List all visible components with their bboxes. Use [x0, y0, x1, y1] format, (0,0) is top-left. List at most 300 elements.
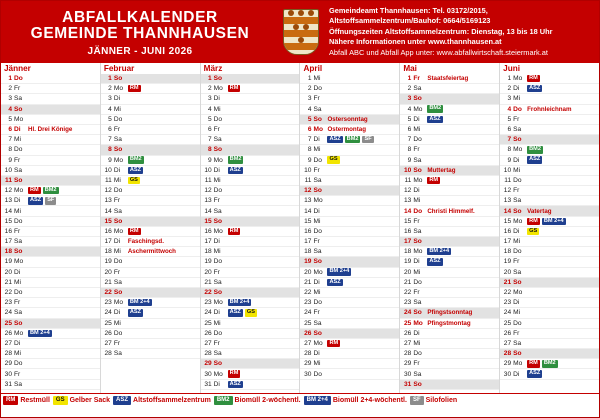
weekday-abbr: Do	[113, 258, 123, 266]
weekday-abbr: So	[513, 207, 522, 215]
day-number: 2	[307, 85, 312, 93]
weekday-abbr: So	[313, 329, 322, 337]
day-note: Muttertag	[427, 166, 456, 174]
day-row	[300, 278, 399, 288]
day-events	[127, 177, 200, 184]
legend-label: Silofolien	[425, 397, 458, 404]
weekday-abbr: So	[14, 105, 23, 113]
weekday-abbr: Fr	[113, 197, 121, 205]
weekday-abbr: Di	[14, 268, 21, 276]
day-number: 1	[207, 75, 212, 83]
day-number: 5	[8, 115, 12, 123]
weekday-abbr: So	[113, 146, 123, 154]
day-row	[400, 369, 499, 379]
legend-item	[410, 396, 457, 405]
day-number: 9	[207, 156, 212, 164]
day-number: 9	[407, 156, 412, 164]
day-number: 9	[307, 156, 312, 164]
day-row	[101, 145, 200, 155]
day-row	[500, 166, 599, 176]
day-number: 7	[507, 136, 512, 144]
day-number: 19	[304, 258, 312, 266]
day-number: 30	[403, 370, 412, 378]
day-number: 8	[407, 146, 412, 154]
collection-tag: ASZ	[129, 166, 142, 173]
weekday-abbr: Mo	[413, 319, 423, 327]
weekday-abbr: Mo	[213, 156, 223, 164]
day-row	[400, 115, 499, 125]
legend-label: Altstoffsammelzentrum	[133, 397, 211, 404]
weekday-abbr: Fr	[413, 75, 420, 83]
weekday-abbr: Fr	[213, 268, 220, 276]
weekday-abbr: Fr	[213, 126, 220, 134]
day-events	[227, 228, 300, 235]
legend-item	[113, 396, 211, 405]
weekday-abbr: Sa	[14, 380, 23, 388]
day-row	[500, 257, 599, 267]
weekday-abbr: Fr	[413, 360, 420, 368]
day-row	[400, 268, 499, 278]
weekday-abbr: Di	[413, 329, 420, 337]
day-row	[1, 84, 100, 94]
weekday-abbr: Do	[413, 136, 422, 144]
day-row	[300, 105, 399, 115]
day-row	[500, 74, 599, 84]
day-number: 18	[104, 248, 112, 256]
day-row	[1, 125, 100, 135]
day-number: 7	[407, 136, 412, 144]
day-number: 19	[104, 258, 112, 266]
day-row	[101, 349, 200, 359]
day-row	[500, 156, 599, 166]
day-number: 20	[4, 268, 12, 276]
day-row	[300, 156, 399, 166]
day-events	[227, 85, 300, 92]
day-number: 8	[307, 146, 312, 154]
weekday-abbr: So	[113, 75, 123, 83]
day-row	[500, 84, 599, 94]
day-number: 28	[503, 350, 512, 358]
collection-tag: BM2	[429, 105, 442, 112]
day-events	[227, 309, 300, 316]
collection-tag: BM 2+4	[129, 299, 150, 306]
weekday-abbr: So	[413, 380, 422, 388]
day-row	[201, 329, 300, 339]
day-row	[201, 247, 300, 257]
day-row	[201, 166, 300, 176]
day-row	[300, 125, 399, 135]
day-row	[500, 186, 599, 196]
page-title-line2: GEMEINDE THANNHAUSEN	[30, 24, 250, 42]
legend-tag: GS	[53, 396, 68, 405]
day-row	[400, 84, 499, 94]
day-events	[326, 136, 399, 143]
day-row	[500, 237, 599, 247]
weekday-abbr: Sa	[413, 227, 422, 235]
day-row	[400, 186, 499, 196]
day-row	[201, 115, 300, 125]
month-name: März	[203, 64, 223, 73]
day-row	[300, 319, 399, 329]
day-row	[101, 257, 200, 267]
weekday-abbr: Do	[313, 227, 322, 235]
collection-tag: RM	[529, 74, 538, 81]
page-subtitle: JÄNNER - JUNI 2026	[87, 45, 193, 57]
day-number: 4	[108, 105, 112, 113]
day-row	[1, 298, 100, 308]
day-row	[500, 217, 599, 227]
day-row	[201, 84, 300, 94]
collection-tag: RM	[529, 360, 538, 367]
collection-tag: ASZ	[229, 166, 241, 173]
day-events	[127, 299, 200, 306]
day-events	[526, 208, 599, 215]
day-row	[1, 257, 100, 267]
day-events	[526, 228, 599, 235]
weekday-abbr: Do	[213, 115, 223, 123]
day-row	[201, 105, 300, 115]
collection-tag: BM 2+4	[329, 268, 350, 275]
weekday-abbr: Mo	[113, 227, 123, 235]
day-number: 10	[204, 166, 212, 174]
weekday-abbr: Di	[313, 136, 320, 144]
weekday-abbr: Mi	[413, 197, 421, 205]
day-events	[227, 381, 300, 388]
day-row	[300, 206, 399, 216]
weekday-abbr: Di	[513, 299, 520, 307]
collection-tag: BM2	[346, 136, 359, 143]
day-row	[1, 247, 100, 257]
weekday-abbr: Di	[213, 380, 220, 388]
day-number: 31	[4, 380, 12, 388]
day-number: 4	[8, 105, 12, 113]
weekday-abbr: So	[113, 217, 123, 225]
weekday-abbr: Mo	[14, 187, 24, 195]
weekday-abbr: Sa	[513, 197, 522, 205]
weekday-abbr: Do	[413, 350, 422, 358]
weekday-abbr: Mo	[113, 156, 123, 164]
weekday-abbr: So	[14, 248, 23, 256]
day-number: 23	[104, 299, 112, 307]
day-number: 13	[503, 197, 512, 205]
weekday-abbr: So	[213, 217, 223, 225]
weekday-abbr: Mo	[113, 85, 123, 93]
day-row	[1, 74, 100, 84]
day-row	[101, 166, 200, 176]
legend-item	[214, 396, 301, 405]
day-number: 16	[104, 227, 112, 235]
day-number: 11	[304, 176, 312, 184]
day-row	[400, 308, 499, 318]
info-line-2: Altstoffsammelzentrum/Bauhof: 0664/5169123	[329, 16, 491, 26]
day-number: 4	[407, 105, 412, 113]
day-events	[326, 156, 399, 163]
legend-item	[53, 396, 110, 405]
day-row	[500, 94, 599, 104]
day-number: 11	[204, 176, 212, 184]
day-number: 15	[403, 217, 412, 225]
day-number: 12	[204, 187, 212, 195]
day-number: 30	[4, 370, 12, 378]
day-number: 24	[104, 309, 112, 317]
day-row	[300, 115, 399, 125]
day-number: 2	[207, 85, 212, 93]
day-row	[400, 257, 499, 267]
weekday-abbr: Do	[113, 187, 123, 195]
day-number: 24	[304, 309, 312, 317]
day-row	[400, 74, 499, 84]
day-row	[500, 329, 599, 339]
day-number: 15	[4, 217, 12, 225]
collection-tag: ASZ	[529, 156, 541, 163]
day-row	[400, 105, 499, 115]
day-row	[1, 105, 100, 115]
day-number: 3	[407, 95, 412, 103]
day-row	[400, 156, 499, 166]
weekday-abbr: Mo	[513, 75, 523, 83]
day-row	[101, 227, 200, 237]
day-number: 16	[503, 227, 512, 235]
weekday-abbr: Mo	[413, 248, 423, 256]
collection-tag: ASZ	[429, 258, 441, 265]
day-number: 15	[204, 217, 212, 225]
weekday-abbr: Fr	[113, 268, 121, 276]
day-note: Faschingsd.	[127, 238, 164, 246]
weekday-abbr: Mi	[513, 166, 521, 174]
day-events	[127, 85, 200, 92]
day-events	[27, 126, 100, 133]
weekday-abbr: Mi	[513, 238, 521, 246]
weekday-abbr: Sa	[513, 126, 522, 134]
weekday-abbr: Fr	[14, 370, 21, 378]
weekday-abbr: Sa	[14, 238, 23, 246]
day-number: 17	[4, 238, 12, 246]
day-number: 22	[304, 289, 312, 297]
day-number: 11	[404, 176, 412, 184]
weekday-abbr: Mi	[513, 309, 521, 317]
info-line-1: Gemeindeamt Thannhausen: Tel. 03172/2015,	[329, 5, 488, 15]
coat-of-arms-icon	[283, 9, 319, 55]
weekday-abbr: Mo	[313, 126, 324, 134]
day-number: 8	[108, 146, 112, 154]
day-number: 30	[503, 370, 512, 378]
day-row	[300, 135, 399, 145]
day-row	[500, 176, 599, 186]
day-number: 26	[204, 329, 212, 337]
weekday-abbr: Sa	[213, 207, 222, 215]
weekday-abbr: Mo	[413, 105, 423, 113]
weekday-abbr: Sa	[513, 268, 522, 276]
day-row	[101, 125, 200, 135]
weekday-abbr: Sa	[213, 350, 222, 358]
day-number: 14	[304, 207, 312, 215]
day-number: 19	[204, 258, 212, 266]
day-number: 3	[307, 95, 312, 103]
weekday-abbr: Do	[14, 289, 23, 297]
day-number: 26	[4, 329, 12, 337]
day-number: 14	[204, 207, 212, 215]
day-row	[201, 135, 300, 145]
day-row	[201, 206, 300, 216]
day-row	[500, 308, 599, 318]
weekday-abbr: Di	[513, 156, 520, 164]
day-row	[1, 308, 100, 318]
day-row	[1, 349, 100, 359]
day-number: 16	[4, 227, 12, 235]
month-name: April	[303, 64, 323, 73]
day-number: 1	[108, 75, 112, 83]
weekday-abbr: Do	[213, 187, 223, 195]
day-rows	[1, 74, 100, 390]
day-row	[1, 217, 100, 227]
day-number: 4	[207, 105, 212, 113]
day-number: 27	[304, 339, 312, 347]
day-events	[326, 116, 399, 123]
day-number: 6	[207, 126, 212, 134]
weekday-abbr: Mo	[213, 370, 223, 378]
weekday-abbr: So	[413, 309, 422, 317]
day-number: 12	[403, 187, 412, 195]
day-number: 5	[207, 115, 212, 123]
day-number: 21	[104, 278, 112, 286]
collection-tag: ASZ	[129, 309, 142, 316]
day-row	[400, 217, 499, 227]
day-events	[426, 105, 499, 112]
day-row	[101, 247, 200, 257]
day-number: 5	[108, 115, 112, 123]
day-row	[300, 84, 399, 94]
day-row	[101, 176, 200, 186]
day-row	[500, 105, 599, 115]
day-row	[101, 339, 200, 349]
day-number: 28	[304, 350, 312, 358]
day-number: 22	[4, 289, 12, 297]
weekday-abbr: Di	[14, 126, 21, 134]
day-number: 21	[4, 278, 12, 286]
day-number: 14	[403, 207, 412, 215]
collection-tag: GS	[529, 227, 538, 234]
weekday-abbr: Sa	[513, 339, 522, 347]
weekday-abbr: Di	[213, 238, 220, 246]
legend-tag: ASZ	[113, 396, 131, 405]
legend-tag: BM2	[214, 396, 233, 405]
day-events	[326, 126, 399, 133]
day-row	[500, 196, 599, 206]
day-number: 7	[207, 136, 212, 144]
collection-tag: BM2	[529, 146, 541, 153]
day-row	[300, 94, 399, 104]
day-row	[201, 94, 300, 104]
day-row	[400, 237, 499, 247]
day-note: Staatsfeiertag	[427, 75, 469, 83]
weekday-abbr: Mo	[14, 329, 24, 337]
weekday-abbr: Mo	[313, 268, 323, 276]
day-number: 27	[4, 339, 12, 347]
weekday-abbr: Do	[14, 146, 23, 154]
weekday-abbr: Fr	[313, 166, 320, 174]
day-number: 20	[304, 268, 312, 276]
day-number: 26	[104, 329, 112, 337]
weekday-abbr: Mi	[313, 146, 321, 154]
day-number: 26	[304, 329, 312, 337]
day-events	[526, 156, 599, 163]
day-number: 28	[4, 350, 12, 358]
day-number: 26	[403, 329, 412, 337]
day-row	[400, 94, 499, 104]
day-number: 17	[503, 238, 512, 246]
calendar-grid	[1, 63, 599, 393]
weekday-abbr: Do	[413, 207, 423, 215]
day-row	[300, 74, 399, 84]
day-row	[101, 74, 200, 84]
day-number: 22	[204, 289, 212, 297]
weekday-abbr: Sa	[14, 166, 23, 174]
collection-tag: RM	[529, 217, 538, 224]
day-number: 19	[403, 258, 412, 266]
day-number: 1	[407, 75, 412, 83]
day-row	[101, 84, 200, 94]
day-row	[201, 237, 300, 247]
weekday-abbr: Mo	[313, 197, 323, 205]
collection-tag: ASZ	[529, 370, 541, 377]
day-number: 7	[307, 136, 312, 144]
day-number: 3	[8, 95, 12, 103]
day-row	[1, 145, 100, 155]
weekday-abbr: So	[213, 360, 223, 368]
contact-info-block	[323, 1, 599, 63]
day-row	[300, 257, 399, 267]
weekday-abbr: Di	[14, 339, 21, 347]
day-number: 3	[207, 95, 212, 103]
legend-label: Biomüll 2-wöchentl.	[234, 397, 301, 404]
day-row	[300, 369, 399, 379]
day-number: 10	[104, 166, 112, 174]
day-number: 18	[304, 248, 312, 256]
weekday-abbr: Fr	[213, 339, 220, 347]
weekday-abbr: Do	[513, 105, 522, 113]
collection-tag: ASZ	[30, 197, 42, 204]
day-events	[227, 299, 300, 306]
month-column	[400, 63, 500, 393]
day-row	[400, 176, 499, 186]
day-number: 20	[503, 268, 512, 276]
day-row	[201, 125, 300, 135]
day-events	[127, 167, 200, 174]
day-number: 27	[204, 339, 212, 347]
collection-tag: RM	[129, 85, 139, 92]
weekday-abbr: Do	[113, 115, 123, 123]
day-row	[400, 339, 499, 349]
day-events	[127, 309, 200, 316]
day-row	[400, 319, 499, 329]
day-number: 1	[8, 75, 12, 83]
weekday-abbr: Sa	[113, 136, 122, 144]
day-note: Aschermittwoch	[127, 248, 176, 256]
day-row	[201, 74, 300, 84]
legend-tag: BM 2+4	[304, 396, 331, 405]
weekday-abbr: Di	[513, 227, 520, 235]
day-events	[426, 208, 499, 215]
collection-tag: ASZ	[229, 309, 241, 316]
day-events	[127, 156, 200, 163]
day-row	[201, 339, 300, 349]
day-number: 15	[503, 217, 512, 225]
day-events	[426, 177, 499, 184]
weekday-abbr: Fr	[113, 126, 121, 134]
weekday-abbr: So	[113, 289, 123, 297]
day-number: 28	[403, 350, 412, 358]
weekday-abbr: So	[513, 136, 522, 144]
